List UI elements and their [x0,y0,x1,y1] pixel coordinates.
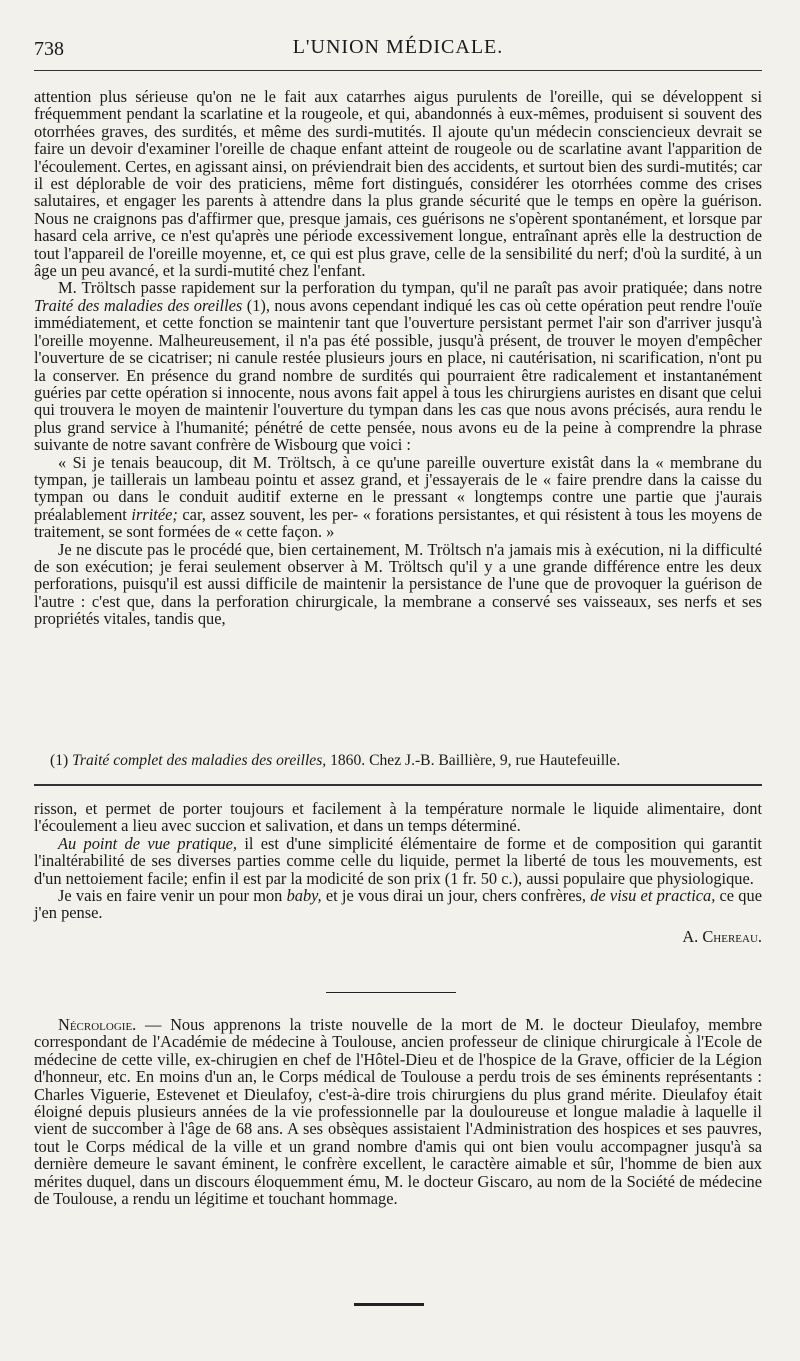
continuation-paragraph-2: Au point de vue pratique, il est d'une simplicité élémentaire de forme et de composition qui garantit l'inaltérabilité de ses diverses parties comme celle du liquide, permet la liberté de tous les mouvements, est d'un nettoiement facile; enfin il est par la modicité de son prix (1 fr. 50 c.), aussi populaire que physiologique. [34,833,762,888]
article-paragraph-3: Je ne discute pas le procédé que, bien certainement, M. Tröltsch n'a jamais mis à exécution, ni la difficulté de son exécution; je ferai seulement observer à M. Tröltsch qu'il y a une grande différence entre les deux perforations, puisqu'il est aussi difficile de maintenir la persistance de l'une que de provoquer la guérison de l'autre : c'est que, dans la perforation chirurgicale, la membrane a conservé ses vaisseaux, ses nerfs et ses propriétés vitales, tandis que, [34,539,762,629]
page-number: 738 [34,38,64,60]
article-paragraph-1: attention plus sérieuse qu'on ne le fait aux catarrhes aigus purulents de l'oreille, qui se développent si fréquemment pendant la scarlatine et la rougeole, et qui, abandonnés à eux-mêmes, produisent si souvent des otorrhées graves, des surdités, et même des surdi-mutités. Il ajoute qu'un médecin consciencieux devrait se faire un devoir d'examiner l'oreille de chaque enfant atteint de rougeole ou de scarlatine avant l'apparition de l'écoulement. Certes, en agissant ainsi, on préviendrait bien des accidents, et surtout bien des surdi-mutités; car il est déplorable de voir des praticiens, même fort distingués, considérer les otorrhées comme des crises salutaires, et engager les parents à attendre dans la plus grande sécurité que le temps en opère la guérison. Nous ne craignons pas d'affirmer que, presque jamais, ces guérisons ne s'opèrent spontanément, et lorsque par hasard cela arrive, ce n'est qu'après une période excessivement longue, entraînant après elle la destruction de tout l'appareil de l'oreille moyenne, et, ce qui est plus grave, celle de la sensibilité du nerf; d'où la surdité, à un âge un peu avancé, et la surdi-mutité chez l'enfant. [34,87,762,281]
continuation-paragraph-1: risson, et permet de porter toujours et facilement à la température normale le liquide alimentaire, dont l'écoulement a lieu avec succion et salivation, et dans un temps déterminé. [34,799,762,836]
footnote-text: 1860. Chez J.-B. Baillière, 9, rue Hautefeuille. [326,752,621,769]
article-body [34,88,762,628]
book-title: Traité des maladies des oreilles [34,295,243,315]
footnote-rule [34,784,762,786]
block-quote [34,454,762,541]
article-paragraph-2: M. Tröltsch passe rapidement sur la perforation du tympan, qu'il ne paraît pas avoir pratiquée; dans notre Traité des maladies des oreilles (1), nous avons cependant indiqué les cas où cette opération peut rendre l'ouïe immédiatement, et cette fonction se maintenir tant que l'ouverture persistant permet l'air son d'arriver jusqu'à l'oreille moyenne. Malheureusement, il n'a pas été possible, jusqu'à présent, de trouver le moyen d'empêcher l'ouverture de se cicatriser; ni canule restée plusieurs jours en place, ni cautérisation, ni scarification, n'ont pu la conserver. En présence du grand nombre de surdités qui pourraient être radicalement et instantanément guéries par cette opération si innocente, nous avons fait appel à tous les chirurgiens auristes en disant que celui qui trouvera le moyen de maintenir l'ouverture du tympan dans les cas que nous avons précisés, aura rendu le plus grand service à l'humanité; pénétré de cette pensée, nous avons eu de la peine à comprendre la phrase suivante de notre savant confrère de Wisbourg que voici : [34,278,762,455]
continuation-body [34,800,762,945]
necrology-section [34,1016,762,1207]
continuation-paragraph-3: Je vais en faire venir un pour mon baby, et je vous dirai un jour, chers confrères, de visu et practica, ce que j'en pense. [34,886,762,923]
necrology-label: Nécrologie. [58,1015,137,1034]
author-signature: A. Chereau. [682,926,762,946]
running-title: L'UNION MÉDICALE. [292,36,504,58]
page-header [34,34,762,64]
footnote [50,752,760,770]
header-rule [34,70,762,71]
necrology-text: — Nous apprenons la triste nouvelle de la mort de M. le docteur Dieulafoy, membre correspondant de l'Académie de médecine à Toulouse, ancien professeur de clinique chirurgicale à l'Ecole de médecine de cette ville, ex-chirugien en chef de l'Hôtel-Dieu et de l'hospice de la Grave, officier de la Légion d'honneur, etc. En moins d'un an, le Corps médical de Toulouse a perdu trois de ses éminents représentants : Charles Viguerie, Estevenet et Dieulafoy, c'est-à-dire trois chirurgiens du plus grand mérite. Dieulafoy était éloigné depuis plusieurs années de la vie professionnelle par la douloureuse et longue maladie à laquelle il vient de succomber à l'âge de 68 ans. A ses obsèques assistaient l'Administration des hospices et ses pauvres, tout le Corps médical de la ville et un grand nombre d'amis qui ont bien voulu accompagner jusqu'à sa dernière demeure le savant éminent, le confrère excellent, le caractère aimable et sûr, l'homme de bien aux mérites duquel, dans un discours éloquemment ému, M. le docteur Giscaro, au nom de la Société de médecine de Toulouse, a rendu un légitime et touchant hommage. [34,1015,762,1209]
section-divider [326,992,456,993]
necrology-paragraph [34,1016,762,1207]
quote-text: « Si je tenais beaucoup, dit M. Tröltsch, à ce qu'une pareille ouverture existât dans la « membrane du tympan, je taillerais un lambeau pointu et assez grand, et j'essayerais de le « faire prendre dans la caisse du tympan ou dans le conduit auditif externe en le pressant « longtemps contre une partie que j'aurais préalablement irritée; car, assez souvent, les per- « forations persistantes, et qui résistent à tous les moyens de traitement, se sont formées de « cette façon. » [34,452,762,542]
end-rule [354,1303,424,1306]
footnote-title: Traité complet des maladies des oreilles, [72,752,327,769]
footnote-mark: (1) [50,752,69,769]
